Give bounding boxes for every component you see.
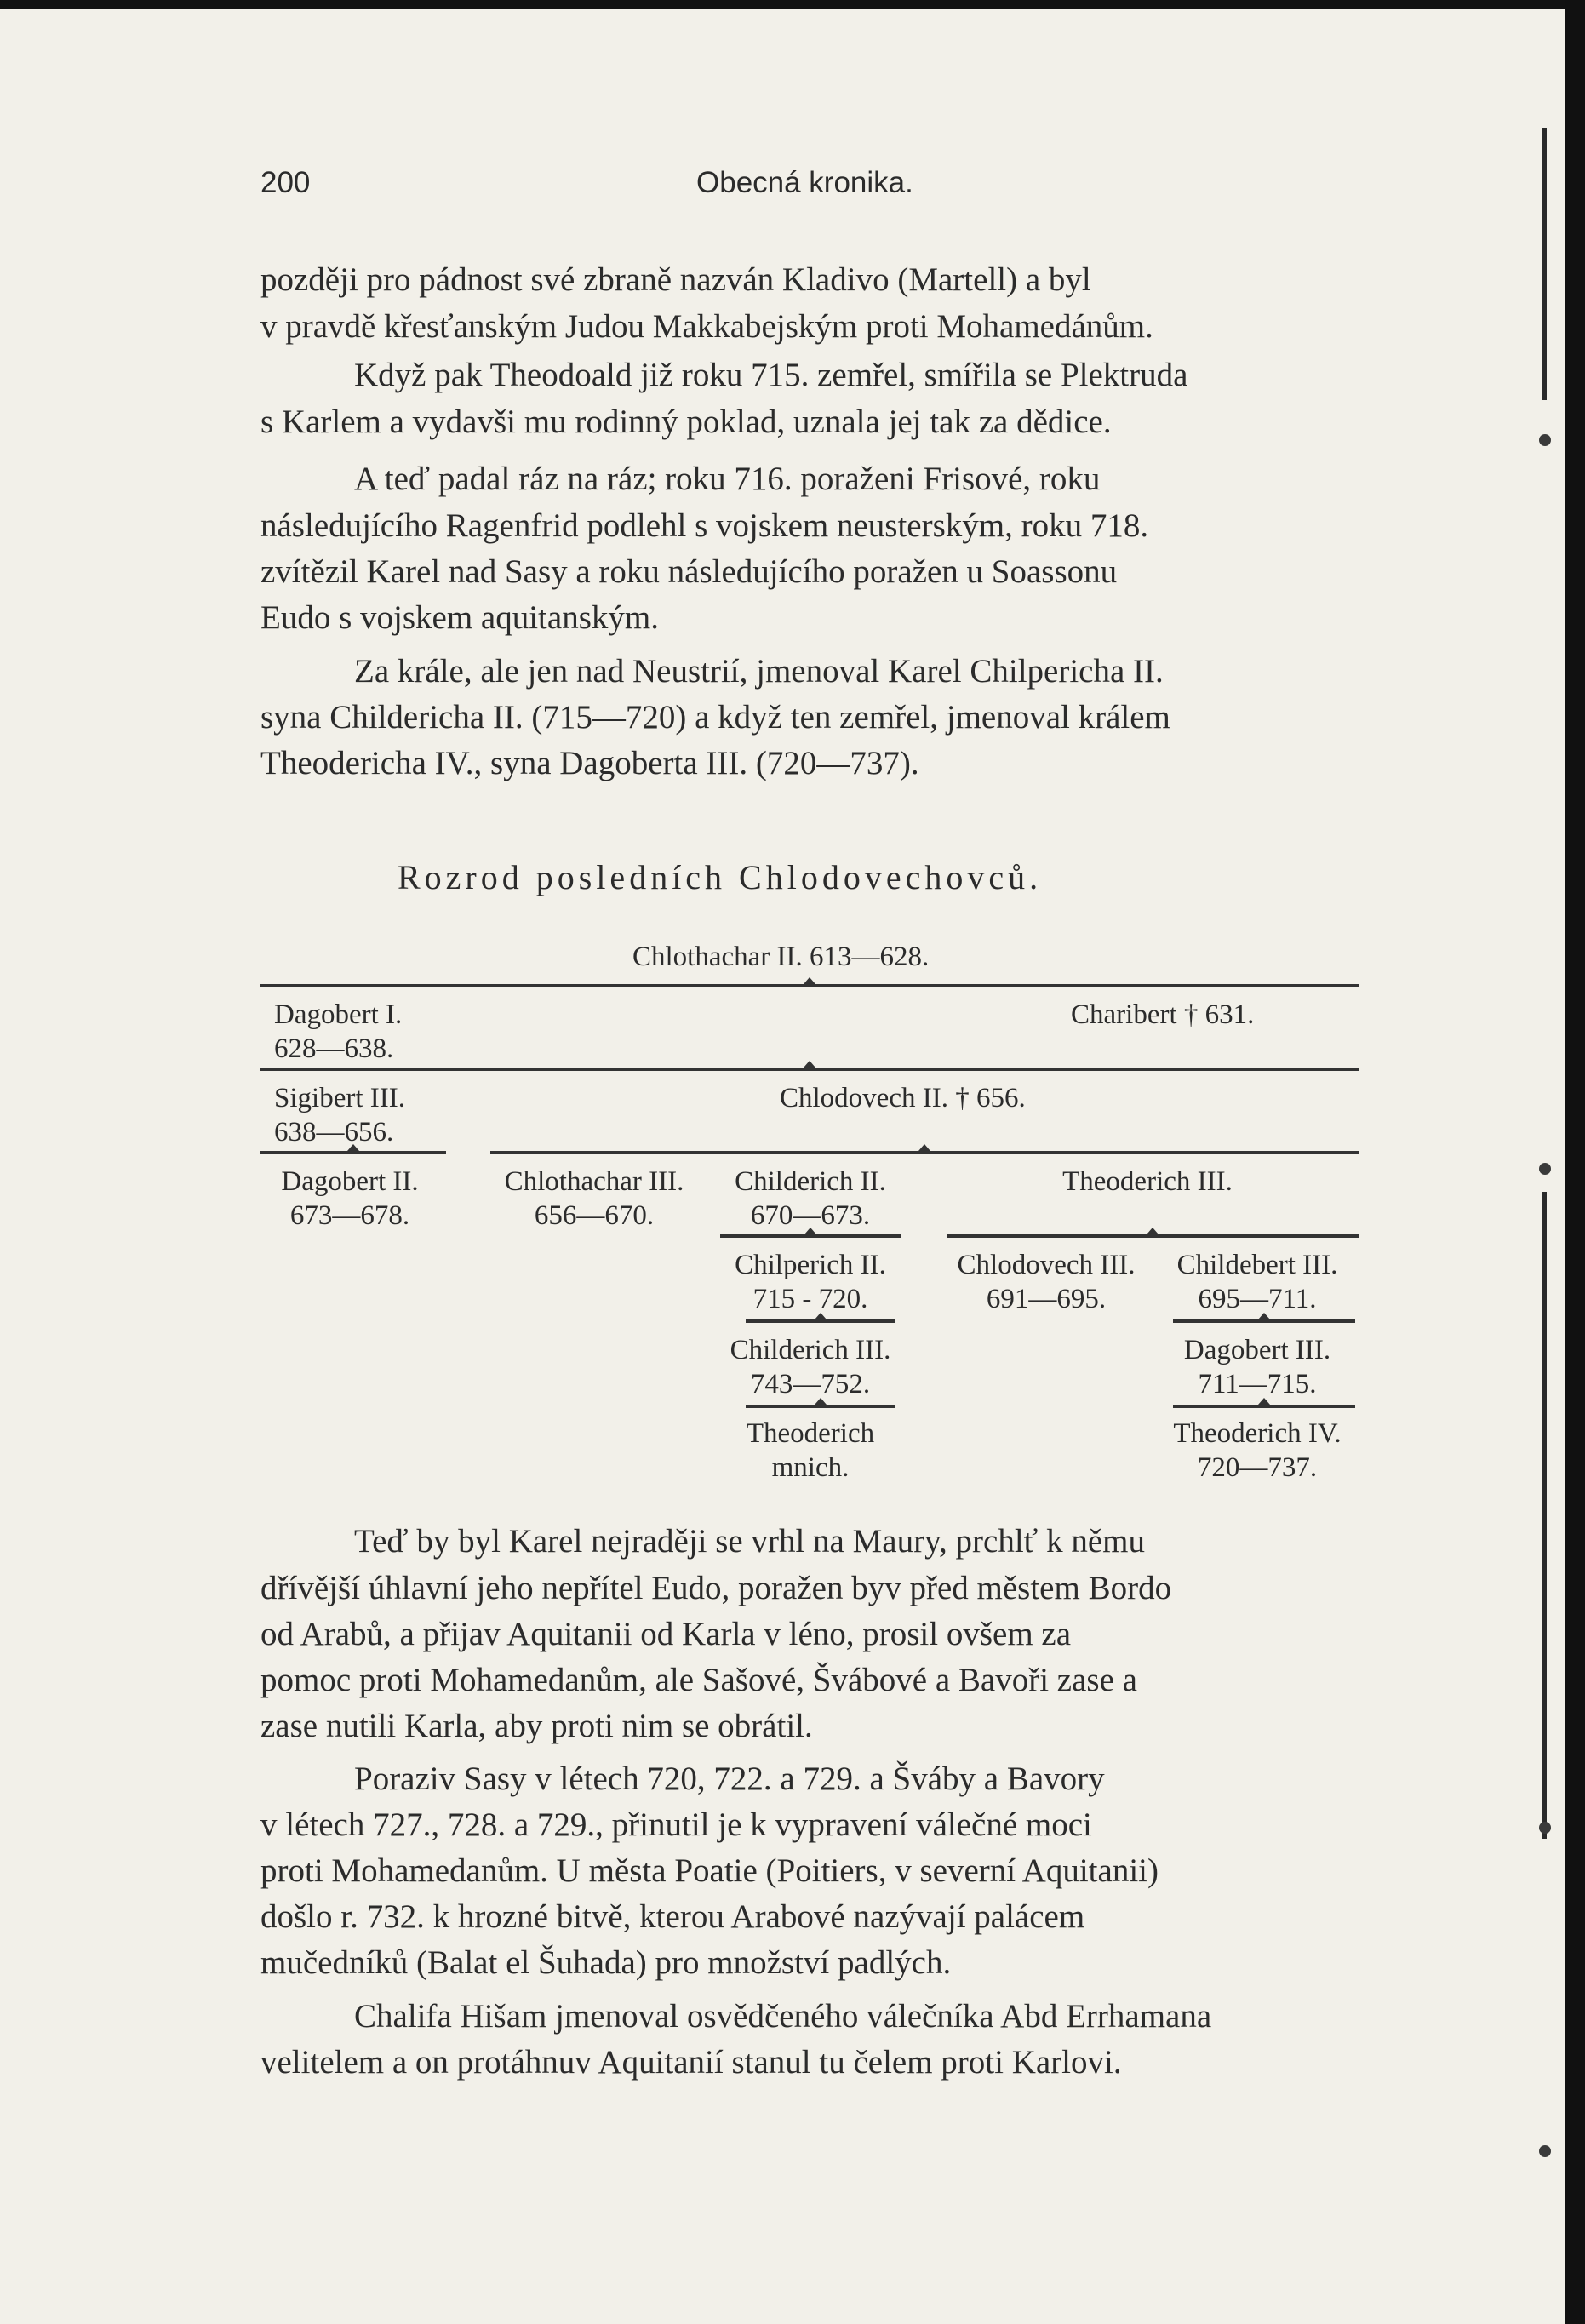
charibert: Charibert † 631. (1071, 999, 1255, 1030)
scan-edge-dot (1539, 2145, 1551, 2157)
bracket-dagobert-iii (1173, 1405, 1355, 1408)
bracket-childerich-iii (746, 1405, 895, 1408)
scan-edge-mark (1542, 1192, 1547, 1839)
paragraph-5-line-3: od Arabů, a přijav Aquitanii od Karla v léno, prosil ovšem za (260, 1616, 1072, 1652)
paragraph-1-line-2: v pravdě křesťanským Judou Makkabejským proti Mohamedánům. (260, 308, 1153, 345)
scan-edge-mark (1542, 128, 1547, 400)
paragraph-6-line-4: došlo r. 732. k hrozné bitvě, kterou Arabové nazývají palácem (260, 1898, 1085, 1935)
scan-edge-dot (1539, 1163, 1551, 1175)
childerich-ii: Childerich II. 670—673. (735, 1166, 886, 1231)
paragraph-3-line-1: A teď padal ráz na ráz; roku 716. poraženi Frisové, roku (354, 461, 1101, 497)
scan-edge-dot (1539, 1822, 1551, 1834)
dagobert-iii: Dagobert III. 711—715. (1183, 1335, 1331, 1400)
scan-background-edge (1565, 0, 1585, 2324)
paragraph-2-line-1: Když pak Theodoald již roku 715. zemřel, smířila se Plektruda (354, 357, 1188, 393)
book-page (0, 9, 1565, 2324)
paragraph-3-line-2: následujícího Ragenfrid podlehl s vojskem neusterským, roku 718. (260, 507, 1149, 544)
dagobert-i: Dagobert I. 628—638. (274, 999, 403, 1064)
theoderich-iv: Theoderich IV. 720—737. (1173, 1418, 1342, 1483)
theoderich-monk: Theoderich mnich. (746, 1418, 875, 1483)
sigibert-iii: Sigibert III. 638—656. (274, 1083, 405, 1148)
paragraph-1-line-1: později pro pádnost své zbraně nazván Kladivo (Martell) a byl (260, 261, 1091, 298)
bracket-chlodovech-ii (490, 1151, 1359, 1154)
paragraph-4-line-2: syna Childericha II. (715—720) a když ten zemřel, jmenoval králem (260, 699, 1170, 736)
scan-edge-dot (1539, 434, 1551, 446)
paragraph-6-line-3: proti Mohamedanům. U města Poatie (Poitiers, v severní Aquitanii) (260, 1852, 1159, 1889)
paragraph-5-line-1: Teď by byl Karel nejraději se vrhl na Maury, prchlť k němu (354, 1523, 1145, 1560)
bracket-root (260, 984, 1359, 987)
bracket-childerich-ii (720, 1234, 901, 1238)
bracket-chilperich-ii (746, 1319, 895, 1323)
theoderich-iii: Theoderich III. (1062, 1166, 1233, 1197)
bracket-childebert-iii (1173, 1319, 1355, 1323)
page-number: 200 (260, 166, 311, 199)
childerich-iii: Childerich III. 743—752. (730, 1335, 891, 1400)
paragraph-2-line-2: s Karlem a vydavši mu rodinný poklad, uznala jej tak za dědice. (260, 404, 1112, 440)
paragraph-5-line-2: dřívější úhlavní jeho nepřítel Eudo, poražen byv před městem Bordo (260, 1570, 1172, 1606)
running-title: Obecná kronika. (696, 166, 913, 199)
childebert-iii: Childebert III. 695—711. (1176, 1250, 1338, 1314)
genealogy-title: Rozrod posledních Chlodovechovců. (398, 858, 1043, 896)
paragraph-3-line-3: zvítězil Karel nad Sasy a roku následujícího poražen u Soassonu (260, 553, 1118, 590)
paragraph-5-line-5: zase nutili Karla, aby proti nim se obrátil. (260, 1708, 813, 1744)
chlodovech-ii: Chlodovech II. † 656. (780, 1083, 1026, 1113)
paragraph-7-line-2: velitelem a on protáhnuv Aquitanií stanul tu čelem proti Karlovi. (260, 2044, 1122, 2081)
paragraph-4-line-3: Theodericha IV., syna Dagoberta III. (720—737). (260, 745, 919, 781)
paragraph-6-line-1: Poraziv Sasy v létech 720, 722. a 729. a Šváby a Bavory (354, 1760, 1105, 1797)
paragraph-4-line-1: Za krále, ale jen nad Neustrií, jmenoval Karel Chilpericha II. (354, 653, 1164, 690)
chilperich-ii: Chilperich II. 715 - 720. (735, 1250, 886, 1314)
chlodovech-iii: Chlodovech III. 691—695. (957, 1250, 1136, 1314)
bracket-dagobert-i (260, 1068, 1359, 1071)
bracket-sigibert-iii (260, 1151, 446, 1154)
dagobert-ii: Dagobert II. 673—678. (281, 1166, 419, 1231)
paragraph-6-line-2: v létech 727., 728. a 729., přinutil je k vypravení válečné moci (260, 1806, 1092, 1843)
chlothachar-iii: Chlothachar III. 656—670. (504, 1166, 684, 1231)
paragraph-3-line-4: Eudo s vojskem aquitanským. (260, 599, 659, 636)
paragraph-5-line-4: pomoc proti Mohamedanům, ale Sašové, Švábové a Bavoři zase a (260, 1662, 1137, 1698)
root-chlothachar-ii: Chlothachar II. 613—628. (632, 942, 930, 972)
bracket-theoderich-iii (947, 1234, 1359, 1238)
paragraph-7-line-1: Chalifa Hišam jmenoval osvědčeného válečníka Abd Errhamana (354, 1998, 1212, 2035)
paragraph-6-line-5: mučedníků (Balat el Šuhada) pro množství padlých. (260, 1944, 952, 1981)
